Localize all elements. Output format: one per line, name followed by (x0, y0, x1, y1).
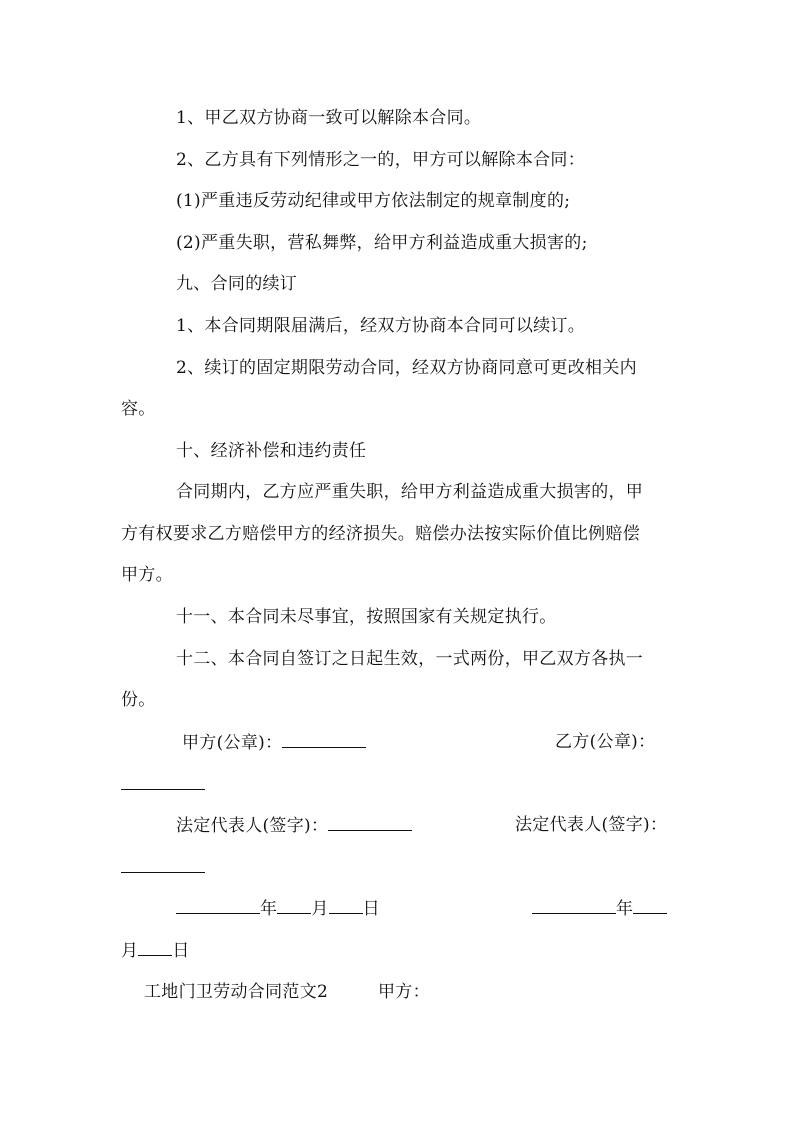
party-b-seal-line (121, 773, 205, 796)
date-a-year-blank (176, 897, 260, 914)
date-b-year-label: 年 (616, 899, 634, 919)
section-11: 十一、本合同未尽事宜，按照国家有关规定执行。 (176, 607, 557, 627)
section-9-heading: 九、合同的续订 (176, 274, 298, 294)
section-10-line-3: 甲方。 (121, 565, 173, 585)
date-a-month-blank (277, 897, 311, 914)
clause-2: 2、乙方具有下列情形之一的，甲方可以解除本合同： (176, 150, 586, 170)
section-9-item-2-line-2: 容。 (121, 399, 156, 419)
clause-1: 1、甲乙双方协商一致可以解除本合同。 (176, 108, 482, 128)
party-b-seal-blank (121, 773, 205, 790)
section-12-line-1: 十二、本合同自签订之日起生效，一式两份，甲乙双方各执一 (176, 649, 644, 669)
party-a-seal-blank (282, 731, 366, 748)
next-contract-title: 工地门卫劳动合同范文2 (144, 982, 329, 1002)
date-a-year-label: 年 (260, 899, 278, 919)
section-10-line-1: 合同期内，乙方应严重失职，给甲方利益造成重大损害的，甲 (176, 482, 644, 502)
rep-a-blank (328, 814, 412, 831)
rep-b-line (121, 856, 205, 879)
date-b-year-blank (532, 897, 616, 914)
section-9-item-2-line-1: 2、续订的固定期限劳动合同，经双方协商同意可更改相关内 (176, 358, 637, 378)
date-b-continued (121, 939, 190, 962)
section-10-line-2: 方有权要求乙方赔偿甲方的经济损失。赔偿办法按实际价值比例赔偿 (121, 524, 640, 544)
rep-b-label: 法定代表人(签字)： (515, 815, 668, 835)
date-b-month-blank (633, 897, 667, 914)
rep-a-label: 法定代表人(签字)： (176, 816, 329, 836)
party-a-seal (182, 731, 366, 754)
next-contract-party-a-label: 甲方： (378, 982, 430, 1002)
date-b (532, 897, 667, 920)
date-a-day-label: 日 (362, 899, 380, 919)
date-a (176, 897, 380, 920)
party-a-seal-label: 甲方(公章)： (182, 733, 283, 753)
date-b-day-label: 日 (172, 941, 190, 961)
rep-b-blank (121, 856, 205, 873)
clause-2-item-2: (2)严重失职，营私舞弊，给甲方利益造成重大损害的; (176, 233, 588, 253)
date-b-month-label: 月 (121, 941, 139, 961)
rep-a (176, 814, 412, 837)
date-b-day-blank (138, 939, 172, 956)
party-b-seal-label: 乙方(公章)： (555, 732, 656, 752)
section-9-item-1: 1、本合同期限届满后，经双方协商本合同可以续订。 (176, 316, 586, 336)
date-a-month-label: 月 (311, 899, 329, 919)
clause-2-item-1: (1)严重违反劳动纪律或甲方依法制定的规章制度的; (176, 191, 571, 211)
section-10-heading: 十、经济补偿和违约责任 (176, 441, 367, 461)
section-12-line-2: 份。 (121, 690, 156, 710)
date-a-day-blank (329, 897, 363, 914)
